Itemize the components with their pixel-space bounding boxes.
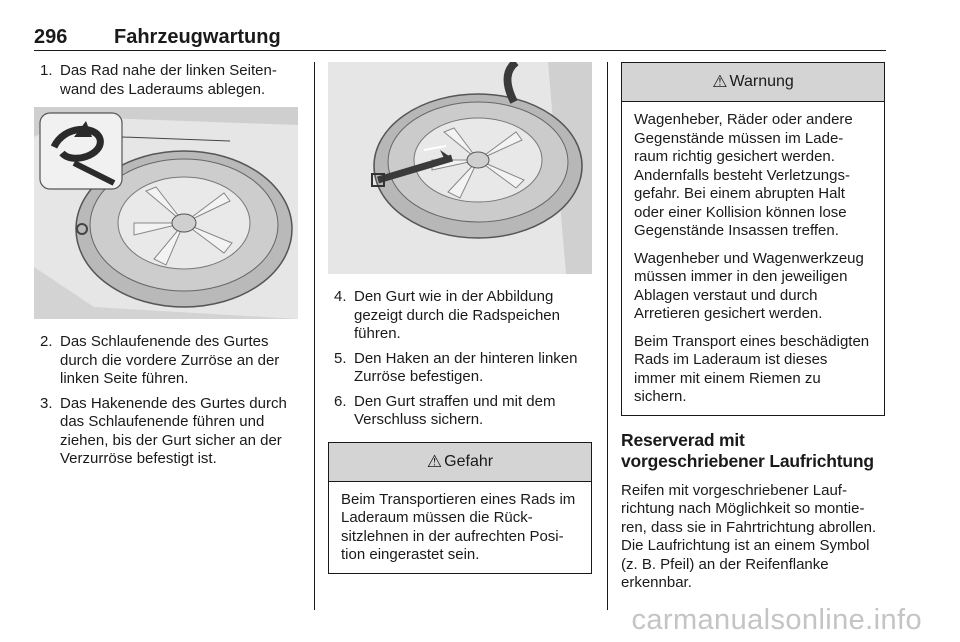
column-left xyxy=(34,62,298,475)
warning-box xyxy=(621,62,885,416)
warning-title: Warnung xyxy=(729,73,794,90)
wheel-illustration-2 xyxy=(328,62,592,274)
step-5 xyxy=(328,350,592,387)
warning-triangle-icon: ⚠ xyxy=(712,72,728,91)
column-middle xyxy=(328,62,592,574)
step-text: Den Haken an der hinteren linken Zurröse befestigen. xyxy=(354,349,578,385)
warning-paragraph: Wagenheber und Wagenwerkzeug müssen immer in den jeweiligen Ablagen verstaut und durch Arretieren gesichert werden. xyxy=(634,249,864,322)
section-paragraph: Reifen mit vorgeschriebener Laufrichtung nach Möglichkeit so montieren, dass sie in Fahrtrichtung abrollen. Die Laufrichtung ist an einem Symbol (z. B. Pfeil) an der Reifenflanke erkennbar. xyxy=(621,481,877,591)
step-4 xyxy=(328,288,592,344)
step-text: Das Schlaufenende des Gurtes durch die vordere Zurröse an der linken Seite führen. xyxy=(60,333,280,387)
step-number: 1. xyxy=(40,62,53,79)
warning-triangle-icon: ⚠ xyxy=(426,451,443,471)
warning-paragraph: Beim Transport eines beschädigten Rads im Laderaum ist dieses immer mit einem Riemen zu sichern. xyxy=(634,332,870,405)
figure-wheel-strap-spokes xyxy=(328,62,592,274)
step-6 xyxy=(328,393,592,430)
column-right xyxy=(621,62,885,593)
step-2 xyxy=(34,333,298,389)
column-divider xyxy=(314,62,315,610)
warning-paragraph: Wagenheber, Räder oder andere Gegenstände müssen im Laderaum richtig gesichert werden. Andernfalls besteht Verletzungsgefahr. Bei einem abrupten Halt oder einer Kollision können lose Gegenstände Insassen treffen. xyxy=(634,111,853,239)
section-heading: Reserverad mit vorgeschriebener Laufrichtung xyxy=(621,429,874,471)
watermark: carmanualsonline.info xyxy=(631,604,922,636)
danger-title: Gefahr xyxy=(444,452,494,470)
danger-text: Beim Transportieren eines Rads im Laderaum müssen die Rücksitzlehnen in der aufrechten Position eingerastet sein. xyxy=(341,490,576,563)
page-number: 296 xyxy=(34,26,68,48)
page-title: Fahrzeugwartung xyxy=(114,26,281,48)
step-number: 4. xyxy=(334,288,347,305)
step-number: 5. xyxy=(334,349,347,367)
wheel-illustration-1 xyxy=(34,107,298,319)
column-divider xyxy=(607,62,608,610)
step-text: Den Gurt straffen und mit dem Verschluss sichern. xyxy=(354,392,556,428)
step-1 xyxy=(34,62,298,99)
step-number: 2. xyxy=(40,333,53,350)
page-header xyxy=(34,26,886,51)
step-number: 6. xyxy=(334,392,347,410)
step-text: Das Rad nahe der linken Seitenwand des Laderaums ablegen. xyxy=(60,62,277,98)
step-text: Das Hakenende des Gurtes durch das Schlaufenende führen und ziehen, bis der Gurt sicher an der Verzurröse befestigt ist. xyxy=(60,394,287,467)
figure-wheel-strap-loop xyxy=(34,107,298,319)
danger-box-body xyxy=(329,482,591,573)
step-3 xyxy=(34,395,298,469)
danger-box xyxy=(328,442,592,574)
warning-box-header xyxy=(622,63,884,102)
danger-box-header xyxy=(329,443,591,482)
step-text: Den Gurt wie in der Abbildung gezeigt durch die Radspeichen führen. xyxy=(354,288,560,342)
step-number: 3. xyxy=(40,394,53,412)
warning-box-body xyxy=(622,102,884,415)
